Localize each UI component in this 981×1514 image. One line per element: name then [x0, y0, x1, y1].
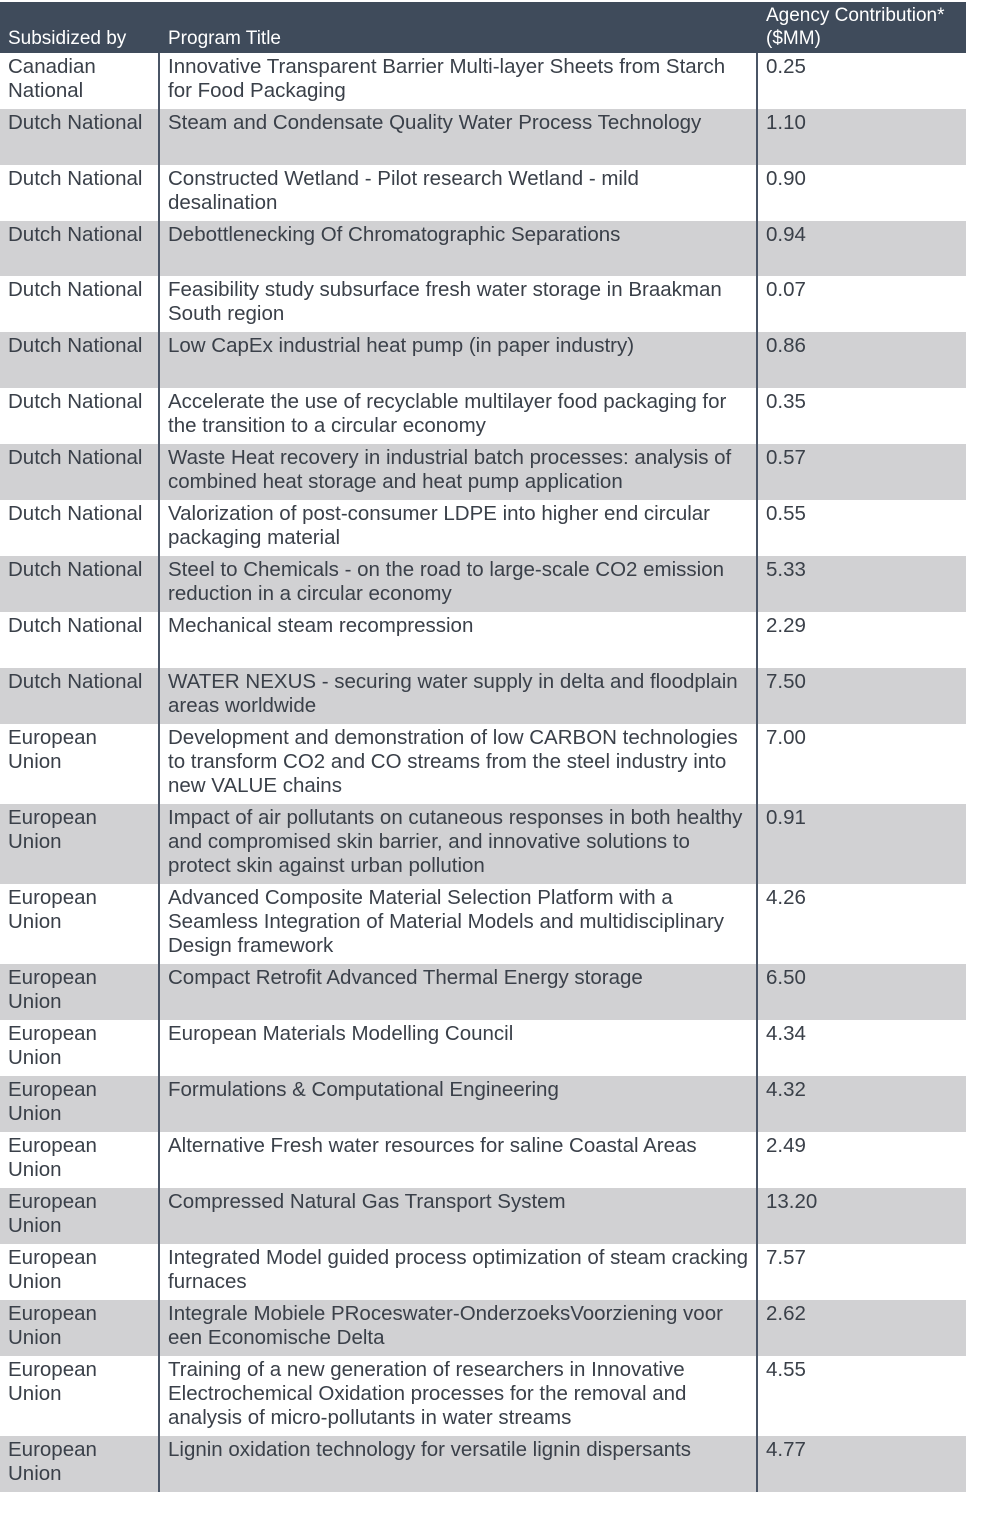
cell-agency-contribution: 0.25 [757, 53, 966, 109]
cell-program-title: Development and demonstration of low CARBON technologies to transform CO2 and CO streams from the steel industry into new VALUE chains [159, 724, 757, 804]
cell-program-title: Integrale Mobiele PRoceswater-OnderzoeksVoorziening voor een Economische Delta [159, 1300, 757, 1356]
cell-agency-contribution: 4.55 [757, 1356, 966, 1436]
cell-program-title: Steel to Chemicals - on the road to large-scale CO2 emission reduction in a circular economy [159, 556, 757, 612]
header-program-title: Program Title [159, 2, 757, 53]
cell-program-title: Waste Heat recovery in industrial batch processes: analysis of combined heat storage and heat pump application [159, 444, 757, 500]
cell-agency-contribution: 0.94 [757, 221, 966, 277]
table-row [0, 444, 966, 500]
table-row [0, 724, 966, 804]
table-row [0, 612, 966, 668]
cell-subsidized-by: Dutch National [0, 221, 159, 277]
cell-subsidized-by: European Union [0, 964, 159, 1020]
cell-agency-contribution: 0.86 [757, 332, 966, 388]
table-row [0, 964, 966, 1020]
cell-program-title: WATER NEXUS - securing water supply in delta and floodplain areas worldwide [159, 668, 757, 724]
header-subsidized-by: Subsidized by [0, 2, 159, 53]
table-row [0, 1132, 966, 1188]
table-row [0, 1188, 966, 1244]
table-row [0, 556, 966, 612]
cell-agency-contribution: 0.90 [757, 165, 966, 221]
table-row [0, 109, 966, 165]
cell-subsidized-by: Dutch National [0, 109, 159, 165]
cell-subsidized-by: European Union [0, 1300, 159, 1356]
cell-agency-contribution: 2.62 [757, 1300, 966, 1356]
cell-subsidized-by: European Union [8, 1357, 97, 1405]
cell-agency-contribution: 7.50 [757, 668, 966, 724]
cell-agency-contribution: 0.55 [757, 500, 966, 556]
table-row [0, 276, 966, 332]
cell-subsidized-by: Dutch National [8, 278, 143, 302]
cell-agency-contribution: 4.32 [757, 1076, 966, 1132]
cell-subsidized-by: European Union [0, 804, 159, 884]
cell-subsidized-by: European Union [0, 1188, 159, 1244]
cell-program-title: Innovative Transparent Barrier Multi-layer Sheets from Starch for Food Packaging [159, 53, 757, 109]
cell-agency-contribution: 0.35 [757, 388, 966, 444]
table-row [0, 668, 966, 724]
cell-agency-contribution: 4.26 [757, 884, 966, 964]
cell-agency-contribution: 2.49 [757, 1132, 966, 1188]
table-row [0, 1244, 966, 1300]
cell-program-title: European Materials Modelling Council [159, 1020, 757, 1076]
cell-agency-contribution: 5.33 [757, 556, 966, 612]
cell-program-title: Compressed Natural Gas Transport System [159, 1188, 757, 1244]
cell-agency-contribution: 2.29 [757, 612, 966, 668]
cell-agency-contribution: 0.07 [757, 276, 966, 332]
table-row [0, 221, 966, 277]
table-row [0, 804, 966, 884]
table-row [0, 53, 966, 109]
table-row [0, 332, 966, 388]
cell-program-title: Advanced Composite Material Selection Platform with a Seamless Integration of Material Models and multidisciplinary Design framework [159, 884, 757, 964]
header-agency-contribution: Agency Contribution* ($MM) [757, 2, 966, 53]
cell-program-title: Compact Retrofit Advanced Thermal Energy storage [159, 964, 757, 1020]
cell-program-title: Training of a new generation of researchers in Innovative Electrochemical Oxidation processes for the removal and analysis of micro-pollutants in water streams [159, 1356, 757, 1436]
cell-program-title: Integrated Model guided process optimization of steam cracking furnaces [159, 1244, 757, 1300]
cell-subsidized-by: European Union [8, 1245, 97, 1293]
cell-agency-contribution: 0.57 [757, 444, 966, 500]
cell-agency-contribution: 6.50 [757, 964, 966, 1020]
table-row [0, 388, 966, 444]
header-row [0, 2, 966, 53]
cell-subsidized-by: European Union [0, 1436, 159, 1492]
table-body [0, 53, 966, 1492]
cell-subsidized-by: Dutch National [0, 444, 159, 500]
table-row [0, 1356, 966, 1436]
cell-subsidized-by: European Union [8, 1133, 97, 1181]
cell-subsidized-by: European Union [8, 885, 97, 933]
table-row [0, 1020, 966, 1076]
table-row [0, 1300, 966, 1356]
cell-program-title: Alternative Fresh water resources for saline Coastal Areas [159, 1132, 757, 1188]
cell-program-title: Feasibility study subsurface fresh water storage in Braakman South region [159, 276, 757, 332]
table-row [0, 165, 966, 221]
cell-agency-contribution: 4.34 [757, 1020, 966, 1076]
table-row [0, 1076, 966, 1132]
cell-program-title: Lignin oxidation technology for versatile lignin dispersants [159, 1436, 757, 1492]
cell-agency-contribution: 4.77 [757, 1436, 966, 1492]
table-row [0, 500, 966, 556]
cell-program-title: Mechanical steam recompression [159, 612, 757, 668]
cell-program-title: Low CapEx industrial heat pump (in paper industry) [159, 332, 757, 388]
cell-program-title: Debottlenecking Of Chromatographic Separations [159, 221, 757, 277]
cell-subsidized-by: Dutch National [0, 332, 159, 388]
cell-subsidized-by: Canadian National [8, 55, 96, 102]
cell-program-title: Steam and Condensate Quality Water Process Technology [159, 109, 757, 165]
cell-subsidized-by: Dutch National [8, 166, 143, 190]
cell-subsidized-by: Dutch National [0, 556, 159, 612]
cell-subsidized-by: Dutch National [8, 502, 143, 526]
table-row [0, 1436, 966, 1492]
cell-program-title: Formulations & Computational Engineering [159, 1076, 757, 1132]
cell-agency-contribution: 13.20 [757, 1188, 966, 1244]
cell-subsidized-by: Dutch National [0, 668, 159, 724]
cell-agency-contribution: 7.00 [757, 724, 966, 804]
cell-agency-contribution: 0.91 [757, 804, 966, 884]
cell-program-title: Valorization of post-consumer LDPE into higher end circular packaging material [159, 500, 757, 556]
cell-subsidized-by: Dutch National [8, 614, 143, 638]
cell-subsidized-by: European Union [0, 1076, 159, 1132]
cell-subsidized-by: Dutch National [8, 390, 143, 414]
cell-subsidized-by: European Union [8, 725, 97, 773]
table-row [0, 884, 966, 964]
cell-agency-contribution: 7.57 [757, 1244, 966, 1300]
cell-subsidized-by: European Union [8, 1021, 97, 1069]
cell-program-title: Constructed Wetland - Pilot research Wetland - mild desalination [159, 165, 757, 221]
funding-table [0, 2, 966, 1492]
cell-agency-contribution: 1.10 [757, 109, 966, 165]
cell-program-title: Accelerate the use of recyclable multilayer food packaging for the transition to a circular economy [159, 388, 757, 444]
cell-program-title: Impact of air pollutants on cutaneous responses in both healthy and compromised skin barrier, and innovative solutions to protect skin against urban pollution [159, 804, 757, 884]
